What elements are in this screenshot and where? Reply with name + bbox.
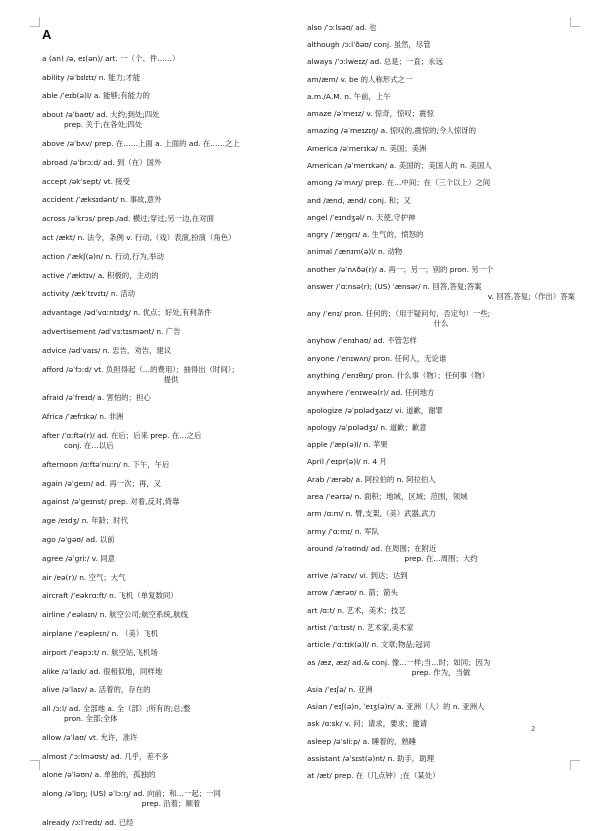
entry-text: around /əˈraʊnd/ ad. 在周围；在附近 xyxy=(307,543,437,553)
dictionary-entry xyxy=(307,139,575,156)
entry-text: active /ˈæktɪv/ a. 积极的，主动的 xyxy=(42,270,159,280)
dictionary-entry xyxy=(42,586,300,605)
dictionary-entry xyxy=(307,505,575,522)
dictionary-entry xyxy=(307,487,575,504)
entry-continuation: 什么 xyxy=(433,319,449,329)
dictionary-entry xyxy=(307,522,575,539)
entry-text: Arab /ˈærəb/ a. 阿拉伯的 n. 阿拉伯人 xyxy=(307,474,436,484)
dictionary-entry xyxy=(42,783,300,812)
dictionary-entry xyxy=(307,225,575,242)
dictionary-entry xyxy=(307,260,575,277)
dictionary-entry xyxy=(42,388,300,407)
entry-text: a.m./A.M. n. 午前，上午 xyxy=(307,91,391,101)
dictionary-entry xyxy=(307,566,575,583)
section-heading: A xyxy=(42,27,52,42)
dictionary-entry xyxy=(42,765,300,784)
entry-text: age /eɪdʒ/ n. 年龄；时代 xyxy=(42,516,129,526)
entry-text: along /əˈlɒŋ; (US) əˈlɔːŋ/ ad. 向前；和…一起；一同 xyxy=(42,789,221,799)
dictionary-entry xyxy=(307,584,575,601)
entry-text: afternoon /ɑːftəˈnuːn/ n. 下午，午后 xyxy=(42,459,170,469)
dictionary-entry xyxy=(42,680,300,699)
dictionary-entry xyxy=(307,453,575,470)
entry-text: artist /ˈɑːtɪst/ n. 艺术家,美术家 xyxy=(307,622,414,632)
entry-text: anything /ˈenɪθɪŋ/ pron. 什么事（物）；任何事（物） xyxy=(307,371,490,381)
entry-text: airline /ˈeəlaɪn/ n. 航空公司;航空系统,航线 xyxy=(42,610,188,620)
entry-text: air /eə(r)/ n. 空气；大气 xyxy=(42,572,126,582)
dictionary-entry xyxy=(307,191,575,208)
dictionary-entry xyxy=(307,18,575,35)
dictionary-entry xyxy=(42,698,300,727)
entry-text: alive /əˈlaɪv/ a. 活着的，存在的 xyxy=(42,685,151,695)
left-entry-list xyxy=(42,48,300,831)
entry-text: ask /ɑːsk/ v. 问；请求，要求；邀请 xyxy=(307,719,428,729)
entry-text: Asia /ˈeɪʃə/ n. 亚洲 xyxy=(307,684,373,694)
dictionary-entry xyxy=(307,174,575,191)
entry-text: answer /ˈɑːnsə(r); (US) ˈænsər/ n. 回答,答复;答案 xyxy=(307,281,482,291)
entry-continuation: prep. 沿着；顺着 xyxy=(141,799,201,809)
dictionary-entry xyxy=(42,67,300,86)
dictionary-entry xyxy=(42,510,300,529)
dictionary-entry xyxy=(42,48,300,67)
dictionary-entry xyxy=(42,623,300,642)
dictionary-entry xyxy=(42,746,300,765)
dictionary-entry xyxy=(42,473,300,492)
entry-text: across /əˈkrɔs/ prep./ad. 横过;穿过;另一边,在对面 xyxy=(42,214,214,224)
entry-text: act /ækt/ n. 法令，条例 v. 行动,（戏）表演,扮演（角色） xyxy=(42,232,236,242)
dictionary-entry xyxy=(307,70,575,87)
dictionary-entry xyxy=(42,812,300,831)
entry-text: asleep /əˈsliːp/ a. 睡着的，熟睡 xyxy=(307,736,417,746)
entry-text: already /ɔːlˈredɪ/ ad. 已经 xyxy=(42,818,134,828)
dictionary-entry xyxy=(42,425,300,454)
dictionary-entry xyxy=(42,359,300,388)
dictionary-entry xyxy=(42,529,300,548)
dictionary-entry xyxy=(307,470,575,487)
entry-text: action /ˈækʃ(ə)n/ n. 行动,行为,举动 xyxy=(42,251,164,261)
entry-continuation: prep. 在…周围；大约 xyxy=(404,553,478,563)
dictionary-entry xyxy=(307,636,575,653)
dictionary-entry xyxy=(42,284,300,303)
dictionary-entry xyxy=(42,265,300,284)
entry-text: anyone /ˈenɪwʌn/ pron. 任何人，无论谁 xyxy=(307,353,447,363)
entry-text: any /ˈenɪ/ pron. 任何的；（用于疑问句、否定句）一些; xyxy=(307,309,491,319)
entry-text: also /ˈɔːlsəʊ/ ad. 也 xyxy=(307,22,377,32)
entry-continuation: prep. 作为，当做 xyxy=(411,667,471,677)
entry-text: ability /əˈbɪlɪtɪ/ n. 能力;才能 xyxy=(42,72,141,82)
dictionary-entry xyxy=(42,454,300,473)
entry-text: almost /ˈɔːlməʊst/ ad. 几乎，差不多 xyxy=(42,751,169,761)
entry-text: Asian /ˈeɪʃ(ə)n, ˈeɪʒ(ə)n/ a. 亚洲（人）的 n. 亚洲人 xyxy=(307,702,485,712)
entry-text: anywhere /ˈenɪweə(r)/ ad. 任何地方 xyxy=(307,388,435,398)
dictionary-entry xyxy=(307,653,575,680)
dictionary-entry xyxy=(42,340,300,359)
entry-text: afraid /əˈfreɪd/ a. 害怕的；担心 xyxy=(42,393,151,403)
entry-text: airport /ˈeəpɔːt/ n. 航空站,飞机场 xyxy=(42,647,158,657)
entry-text: apology /əˈpɒlədʒɪ/ n. 道歉；歉意 xyxy=(307,422,427,432)
entry-text: angel /ˈeɪndʒəl/ n. 天使,守护神 xyxy=(307,212,416,222)
right-entry-list xyxy=(307,18,575,784)
crop-mark xyxy=(30,17,40,27)
dictionary-entry xyxy=(307,618,575,635)
entry-text: American /əˈmerɪkən/ a. 美国的；美国人的 n. 美国人 xyxy=(307,160,492,170)
dictionary-entry xyxy=(42,208,300,227)
entry-text: at /æt/ prep. 在（几点钟）;在（某处） xyxy=(307,771,440,781)
entry-text: anyhow /ˈenɪhaʊ/ ad. 不管怎样 xyxy=(307,336,417,346)
dictionary-entry xyxy=(307,435,575,452)
entry-text: again /əˈɡeɪn/ ad. 再一次；再，又 xyxy=(42,478,162,488)
dictionary-entry xyxy=(307,277,575,304)
entry-text: above /əˈbʌv/ prep. 在……上面 a. 上面的 ad. 在……之上 xyxy=(42,138,240,148)
entry-text: apologize /əˈpɒlədʒaɪz/ vi. 道歉，谢罪 xyxy=(307,405,443,415)
dictionary-entry xyxy=(307,243,575,260)
dictionary-entry xyxy=(307,87,575,104)
dictionary-entry xyxy=(307,53,575,70)
dictionary-entry xyxy=(42,246,300,265)
dictionary-entry xyxy=(42,227,300,246)
entry-text: ago /əˈɡəʊ/ ad. 以前 xyxy=(42,534,115,544)
entry-text: animal /ˈænɪm(ə)l/ n. 动物 xyxy=(307,247,403,257)
dictionary-entry xyxy=(307,732,575,749)
dictionary-entry xyxy=(307,366,575,383)
entry-text: art /ɑːt/ n. 艺术，美术；技艺 xyxy=(307,605,406,615)
dictionary-entry xyxy=(307,104,575,121)
dictionary-entry xyxy=(42,302,300,321)
dictionary-entry xyxy=(42,104,300,133)
dictionary-entry xyxy=(307,208,575,225)
page-number: 2 xyxy=(531,725,536,733)
entry-text: accident /ˈæksɪdənt/ n. 事故,意外 xyxy=(42,195,162,205)
dictionary-entry xyxy=(307,349,575,366)
dictionary-entry xyxy=(307,680,575,697)
entry-text: Africa /ˈæfrɪkə/ n. 非洲 xyxy=(42,412,124,422)
entry-text: assistant /əˈsɪst(ə)nt/ n. 助手，助理 xyxy=(307,753,434,763)
dictionary-entry xyxy=(42,548,300,567)
dictionary-entry xyxy=(307,749,575,766)
entry-text: am/æm/ v. be 的人称形式之一 xyxy=(307,74,413,84)
dictionary-entry xyxy=(42,567,300,586)
dictionary-entry xyxy=(42,661,300,680)
dictionary-entry xyxy=(307,122,575,139)
dictionary-entry xyxy=(307,384,575,401)
entry-text: arm /ɑːm/ n. 臂,支架,（美）武器,武力 xyxy=(307,509,437,519)
dictionary-entry xyxy=(307,697,575,714)
dictionary-entry xyxy=(307,767,575,784)
entry-text: another /əˈnʌðə(r)/ a. 再一；另一；别的 pron. 另一个 xyxy=(307,264,494,274)
entry-text: and /ænd, ænd/ conj. 和；又 xyxy=(307,195,411,205)
dictionary-entry xyxy=(307,305,575,332)
entry-text: all /ɔːl/ ad. 全部地 a. 全（部）;所有的;总;整 xyxy=(42,704,191,714)
entry-text: aircraft /ˈeəkrɑːft/ n. 飞机（单复数同） xyxy=(42,591,178,601)
entry-text: advertisement /ədˈvɜːtɪsmənt/ n. 广告 xyxy=(42,326,181,336)
entry-text: always /ˈɔːlweɪz/ ad. 总是；一直；永远 xyxy=(307,57,443,67)
dictionary-entry xyxy=(42,171,300,190)
entry-text: advice /ədˈvaɪs/ n. 忠告，劝告，建议 xyxy=(42,345,172,355)
dictionary-entry xyxy=(42,727,300,746)
crop-mark xyxy=(30,760,40,770)
entry-text: area /ˈeərɪə/ n. 面积；地域，区域；范围，领域 xyxy=(307,492,468,501)
entry-text: army /ˈɑːmɪ/ n. 军队 xyxy=(307,526,380,536)
entry-text: although /ɔːlˈðəʊ/ conj. 虽然，尽管 xyxy=(307,39,431,49)
entry-text: after /ˈɑːftə(r)/ ad. 在后；后来 prep. 在…之后 xyxy=(42,430,202,440)
dictionary-entry xyxy=(42,321,300,340)
entry-text: abroad /əˈbrɔːd/ ad. 到（在）国外 xyxy=(42,157,162,167)
entry-text: amazing /əˈmeɪzɪŋ/ a. 惊叹的,震惊的;令人惊讶的 xyxy=(307,126,476,136)
entry-text: article /ˈɑːtɪk(ə)l/ n. 文章;物品;冠词 xyxy=(307,640,431,650)
entry-continuation: prep. 关于;在各处;四处 xyxy=(64,120,143,130)
right-column xyxy=(307,18,575,784)
entry-text: agree /əˈɡriː/ v. 同意 xyxy=(42,553,115,563)
entry-text: angry /ˈæŋɡrɪ/ a. 生气的，愤怒的 xyxy=(307,230,424,240)
entry-continuation: 提供 xyxy=(163,374,179,384)
entry-continuation: pron. 全部;全体 xyxy=(64,714,118,724)
entry-text: arrive /əˈraɪv/ vi. 到达；达到 xyxy=(307,571,408,581)
entry-text: advantage /ədˈvɑːntɪdʒ/ n. 优点；好处,有利条件 xyxy=(42,308,212,318)
left-column xyxy=(42,18,300,831)
dictionary-entry xyxy=(42,86,300,105)
dictionary-entry xyxy=(307,332,575,349)
entry-text: among /əˈmʌŋ/ prep. 在…中间；在（三个以上）之间 xyxy=(307,178,491,188)
dictionary-entry xyxy=(42,406,300,425)
entry-text: allow /əˈlaʊ/ vt. 允许，准许 xyxy=(42,732,138,742)
entry-text: April /ˈeɪpr(ə)l/ n. 4 月 xyxy=(307,457,387,467)
entry-continuation: conj. 在…以后 xyxy=(64,440,114,450)
entry-text: able /ˈeɪb(ə)l/ a. 能够;有能力的 xyxy=(42,91,150,101)
entry-text: alone /əˈləʊn/ a. 单独的，孤独的 xyxy=(42,770,156,780)
dictionary-entry xyxy=(42,152,300,171)
entry-text: apple /ˈæp(ə)l/ n. 苹果 xyxy=(307,440,388,450)
entry-text: arrow /ˈærəʊ/ n. 箭；箭头 xyxy=(307,588,398,598)
entry-text: against /əˈɡeɪnst/ prep. 对着,反对,倚靠 xyxy=(42,497,180,507)
entry-continuation: v. 回答,答复;（作出）答案 xyxy=(487,291,575,301)
dictionary-entry xyxy=(307,539,575,566)
entry-text: a (an) /ə, eɪ(ən)/ art. 一（个、件……） xyxy=(42,53,180,63)
dictionary-entry xyxy=(307,418,575,435)
entry-text: accept /əkˈsept/ vt. 接受 xyxy=(42,176,131,186)
entry-text: America /əˈmerɪkə/ n. 美国；美洲 xyxy=(307,143,427,153)
dictionary-entry xyxy=(42,604,300,623)
entry-text: activity /ækˈtɪvɪtɪ/ n. 活动 xyxy=(42,289,136,299)
entry-text: amaze /əˈmeɪz/ v. 惊奇，惊叹；震惊 xyxy=(307,109,434,119)
dictionary-entry xyxy=(307,601,575,618)
dictionary-entry xyxy=(307,401,575,418)
dictionary-entry xyxy=(42,642,300,661)
entry-text: about /əˈbaʊt/ ad. 大约;到处;四处 xyxy=(42,110,160,120)
dictionary-entry xyxy=(42,190,300,209)
dictionary-entry xyxy=(42,492,300,511)
dictionary-entry xyxy=(307,35,575,52)
dictionary-entry xyxy=(42,133,300,152)
dictionary-entry xyxy=(307,156,575,173)
entry-text: afford /əˈfɔːd/ vt. 负担得起（…的费用）；抽得出（时间）； xyxy=(42,364,239,374)
entry-text: as /æz, æz/ ad.& conj. 像…一样;当…时；如同；因为 xyxy=(307,657,491,667)
entry-text: alike /əˈlaɪk/ ad. 很相似地，同样地 xyxy=(42,666,163,676)
entry-text: airplane /ˈeəpleɪn/ n. （美）飞机 xyxy=(42,628,158,638)
